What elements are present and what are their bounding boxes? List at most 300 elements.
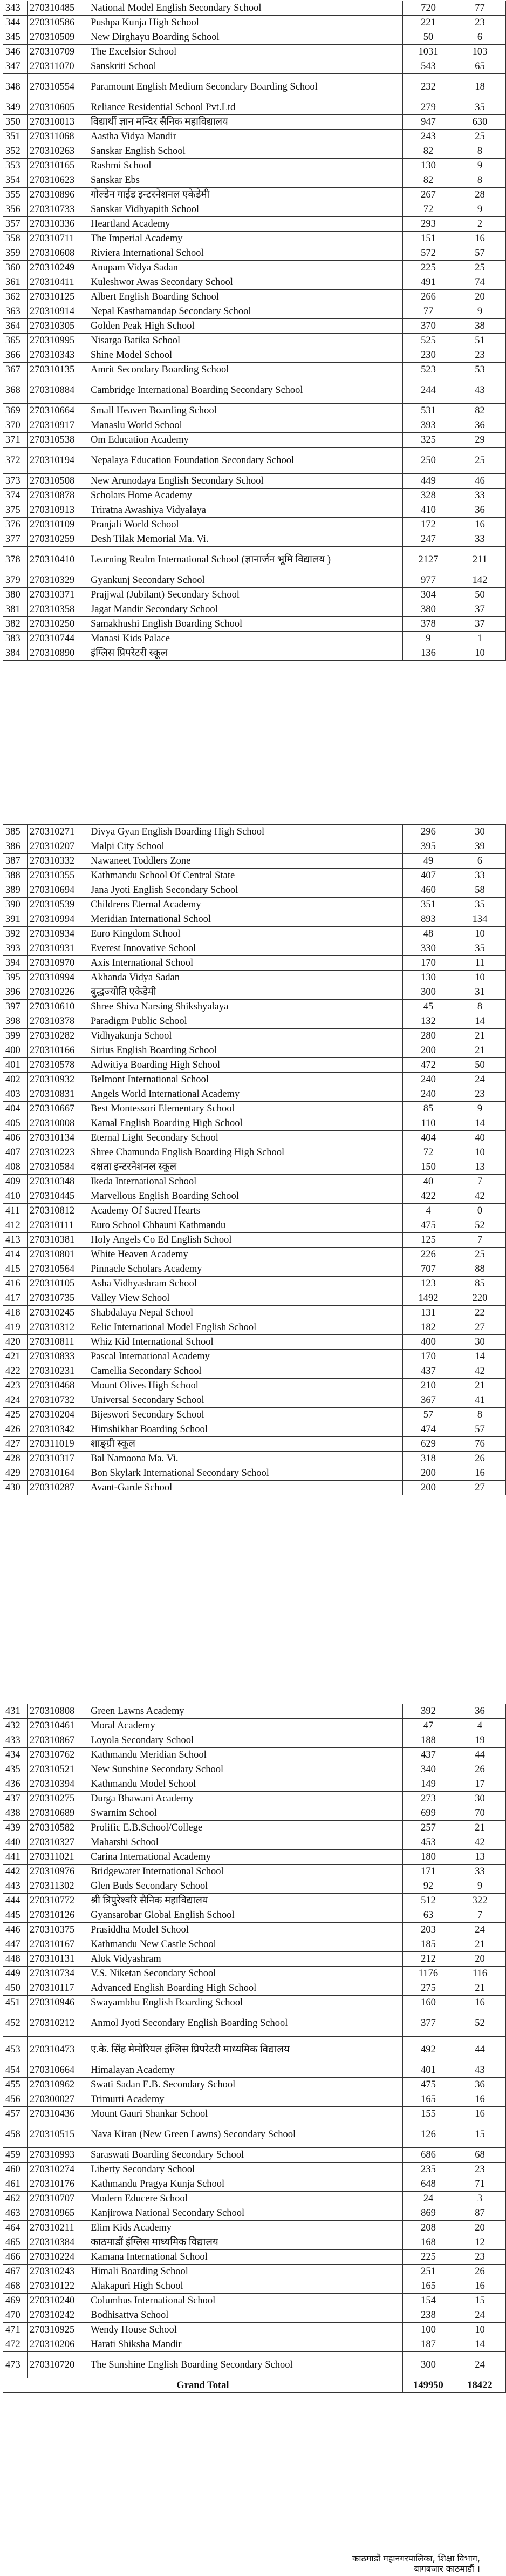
row-number: 427 <box>3 1437 28 1452</box>
students: 149 <box>403 1777 454 1792</box>
students: 449 <box>403 474 454 489</box>
table-row <box>3 2010 506 2037</box>
row-number: 451 <box>3 1996 28 2010</box>
school-code: 270310125 <box>28 290 88 304</box>
school-code: 270310554 <box>28 74 88 100</box>
school-code: 270300027 <box>28 2092 88 2107</box>
school-code: 270310231 <box>28 1364 88 1379</box>
row-number: 364 <box>3 319 28 334</box>
students: 422 <box>403 1189 454 1204</box>
school-name: Bijeswori Secondary School <box>88 1408 403 1422</box>
school-name: Shree Shiva Narsing Shikshyalaya <box>88 1000 403 1014</box>
school-name: Asha Vidhyashram School <box>88 1277 403 1291</box>
row-number: 359 <box>3 246 28 261</box>
school-name: Pushpa Kunja High School <box>88 16 403 30</box>
school-name: काठमाडौं इंग्लिस माध्यमिक विद्यालय <box>88 2235 403 2250</box>
table-row <box>3 2148 506 2163</box>
students: 24 <box>403 2192 454 2206</box>
students: 407 <box>403 869 454 883</box>
teachers: 24 <box>454 2352 506 2378</box>
teachers: 40 <box>454 1131 506 1145</box>
school-code: 270310995 <box>28 334 88 348</box>
students: 172 <box>403 518 454 532</box>
school-name: विद्यार्थी ज्ञान मन्दिर सैनिक महाविद्यालय <box>88 115 403 130</box>
teachers: 25 <box>454 1248 506 1262</box>
teachers: 16 <box>454 2279 506 2294</box>
students: 131 <box>403 1306 454 1320</box>
table-row <box>3 1291 506 1306</box>
students: 1031 <box>403 45 454 59</box>
row-number: 426 <box>3 1422 28 1437</box>
school-code: 270310224 <box>28 2250 88 2265</box>
school-code: 270310623 <box>28 173 88 188</box>
students: 240 <box>403 1087 454 1102</box>
row-number: 378 <box>3 547 28 573</box>
students: 2127 <box>403 547 454 573</box>
table-row <box>3 1175 506 1189</box>
table-row <box>3 646 506 661</box>
school-name: Angels World International Academy <box>88 1087 403 1102</box>
teachers: 25 <box>454 261 506 275</box>
school-code: 270310608 <box>28 246 88 261</box>
school-code: 270310167 <box>28 1937 88 1952</box>
school-code: 270310993 <box>28 2148 88 2163</box>
table-row <box>3 1145 506 1160</box>
students: 235 <box>403 2163 454 2177</box>
students: 257 <box>403 1821 454 1835</box>
table-row <box>3 2037 506 2063</box>
teachers: 33 <box>454 869 506 883</box>
students: 378 <box>403 617 454 632</box>
school-code: 270310515 <box>28 2121 88 2148</box>
table-row <box>3 448 506 474</box>
school-name: Loyola Secondary School <box>88 1733 403 1748</box>
school-code: 270310610 <box>28 1000 88 1014</box>
table-row <box>3 1306 506 1320</box>
school-code: 270310105 <box>28 1277 88 1291</box>
teachers: 134 <box>454 912 506 927</box>
school-name: Swayambhu English Boarding School <box>88 1996 403 2010</box>
students: 185 <box>403 1937 454 1952</box>
school-name: Kathmandu New Castle School <box>88 1937 403 1952</box>
school-code: 270310242 <box>28 2308 88 2323</box>
school-name: Nisarga Batika School <box>88 334 403 348</box>
school-name: Durga Bhawani Academy <box>88 1792 403 1806</box>
school-code: 270310355 <box>28 869 88 883</box>
row-number: 382 <box>3 617 28 632</box>
school-code: 270310240 <box>28 2294 88 2308</box>
school-name: The Sunshine English Boarding Secondary School <box>88 2352 403 2378</box>
school-name: Wendy House School <box>88 2323 403 2337</box>
students: 720 <box>403 1 454 16</box>
teachers: 33 <box>454 489 506 503</box>
school-code: 270310164 <box>28 1466 88 1481</box>
row-number: 379 <box>3 573 28 588</box>
school-code: 270310890 <box>28 646 88 661</box>
school-name: Elim Kids Academy <box>88 2221 403 2235</box>
table-row <box>3 1996 506 2010</box>
school-code: 270310707 <box>28 2192 88 2206</box>
teachers: 16 <box>454 2107 506 2121</box>
table-row <box>3 1422 506 1437</box>
row-number: 346 <box>3 45 28 59</box>
row-number: 415 <box>3 1262 28 1277</box>
school-name: श्री त्रिपुरेश्वरि सैनिक महाविद्यालय <box>88 1894 403 1908</box>
school-code: 270310711 <box>28 232 88 246</box>
row-number: 456 <box>3 2092 28 2107</box>
teachers: 25 <box>454 448 506 474</box>
table-row <box>3 1466 506 1481</box>
school-name: Anupam Vidya Sadan <box>88 261 403 275</box>
students: 225 <box>403 261 454 275</box>
table-row <box>3 2177 506 2192</box>
table-row <box>3 2092 506 2107</box>
teachers: 10 <box>454 1145 506 1160</box>
table-row <box>3 2107 506 2121</box>
students: 474 <box>403 1422 454 1437</box>
school-code: 270310605 <box>28 100 88 115</box>
students: 330 <box>403 941 454 956</box>
school-code: 270310584 <box>28 1160 88 1175</box>
school-name: Jagat Mandir Secondary School <box>88 602 403 617</box>
row-number: 467 <box>3 2265 28 2279</box>
school-name: Himshikhar Boarding School <box>88 1422 403 1437</box>
school-code: 270310734 <box>28 1967 88 1981</box>
school-name: Ikeda International School <box>88 1175 403 1189</box>
school-code: 270310934 <box>28 927 88 941</box>
row-number: 404 <box>3 1102 28 1116</box>
students: 472 <box>403 1058 454 1073</box>
students: 182 <box>403 1320 454 1335</box>
table-row <box>3 1087 506 1102</box>
school-code: 270310245 <box>28 1306 88 1320</box>
students: 165 <box>403 2092 454 2107</box>
row-number: 419 <box>3 1320 28 1335</box>
school-name: बुद्धज्योति एकेडेमी <box>88 985 403 1000</box>
teachers: 23 <box>454 2163 506 2177</box>
office-footer <box>351 2553 480 2574</box>
school-name: Green Lawns Academy <box>88 1704 403 1719</box>
students: 393 <box>403 418 454 433</box>
teachers: 38 <box>454 319 506 334</box>
school-code: 270310473 <box>28 2037 88 2063</box>
teachers: 16 <box>454 1996 506 2010</box>
table-row <box>3 2250 506 2265</box>
school-code: 270310970 <box>28 956 88 971</box>
school-code: 270310946 <box>28 1996 88 2010</box>
teachers: 71 <box>454 2177 506 2192</box>
teachers: 26 <box>454 1452 506 1466</box>
table-row <box>3 1160 506 1175</box>
school-name: Prasiddha Model School <box>88 1923 403 1937</box>
row-number: 459 <box>3 2148 28 2163</box>
table-row <box>3 202 506 217</box>
teachers: 6 <box>454 30 506 45</box>
teachers: 116 <box>454 1967 506 1981</box>
school-name: Divya Gyan English Boarding High School <box>88 825 403 839</box>
row-number: 385 <box>3 825 28 839</box>
school-code: 270310468 <box>28 1379 88 1393</box>
row-number: 381 <box>3 602 28 617</box>
school-name: Anmol Jyoti Secondary English Boarding School <box>88 2010 403 2037</box>
row-number: 447 <box>3 1937 28 1952</box>
table-row <box>3 115 506 130</box>
students: 203 <box>403 1923 454 1937</box>
grand-total-students: 149950 <box>403 2378 454 2393</box>
row-number: 414 <box>3 1248 28 1262</box>
students: 404 <box>403 1131 454 1145</box>
students: 48 <box>403 927 454 941</box>
school-name: Kuleshwor Awas Secondary School <box>88 275 403 290</box>
school-code: 270310811 <box>28 1335 88 1350</box>
school-code: 270311021 <box>28 1850 88 1865</box>
teachers: 36 <box>454 1704 506 1719</box>
school-code: 270310689 <box>28 1806 88 1821</box>
school-code: 270310801 <box>28 1248 88 1262</box>
teachers: 26 <box>454 1762 506 1777</box>
schools-table-1 <box>3 1 506 661</box>
school-code: 270310263 <box>28 144 88 159</box>
teachers: 20 <box>454 1952 506 1967</box>
teachers: 58 <box>454 883 506 898</box>
school-name: The Imperial Academy <box>88 232 403 246</box>
students: 686 <box>403 2148 454 2163</box>
students: 168 <box>403 2235 454 2250</box>
students: 210 <box>403 1379 454 1393</box>
table-row <box>3 261 506 275</box>
teachers: 53 <box>454 363 506 377</box>
school-name: Swati Sadan E.B. Secondary School <box>88 2078 403 2092</box>
school-name: Bal Namoona Ma. Vi. <box>88 1452 403 1466</box>
row-number: 349 <box>3 100 28 115</box>
table-row <box>3 1481 506 1495</box>
students: 304 <box>403 588 454 602</box>
table-row <box>3 588 506 602</box>
table-row <box>3 188 506 202</box>
footer-line-2: बागबजार काठमाडौं । <box>414 2564 480 2574</box>
teachers: 27 <box>454 1320 506 1335</box>
school-name: Maharshi School <box>88 1835 403 1850</box>
table-row <box>3 1835 506 1850</box>
school-code: 270310931 <box>28 941 88 956</box>
table-row <box>3 404 506 418</box>
school-name: शाङ्ग्री स्कूल <box>88 1437 403 1452</box>
students: 392 <box>403 1704 454 1719</box>
table-row <box>3 1233 506 1248</box>
row-number: 358 <box>3 232 28 246</box>
students: 132 <box>403 1014 454 1029</box>
school-code: 270310509 <box>28 30 88 45</box>
row-number: 374 <box>3 489 28 503</box>
table-row <box>3 1335 506 1350</box>
school-name: Sanskar Ebs <box>88 173 403 188</box>
students: 325 <box>403 433 454 448</box>
row-number: 440 <box>3 1835 28 1850</box>
row-number: 421 <box>3 1350 28 1364</box>
students: 9 <box>403 632 454 646</box>
row-number: 425 <box>3 1408 28 1422</box>
table-row <box>3 1014 506 1029</box>
school-code: 270310375 <box>28 1923 88 1937</box>
teachers: 7 <box>454 1233 506 1248</box>
school-name: इंग्लिस प्रिपरेटरी स्कूल <box>88 646 403 661</box>
school-name: Gyankunj Secondary School <box>88 573 403 588</box>
students: 251 <box>403 2265 454 2279</box>
grand-total-teachers: 18422 <box>454 2378 506 2393</box>
school-name: Sanskar English School <box>88 144 403 159</box>
table-row <box>3 1102 506 1116</box>
row-number: 452 <box>3 2010 28 2037</box>
teachers: 220 <box>454 1291 506 1306</box>
school-name: Samakhushi English Boarding School <box>88 617 403 632</box>
row-number: 380 <box>3 588 28 602</box>
school-code: 270310249 <box>28 261 88 275</box>
teachers: 24 <box>454 1923 506 1937</box>
students: 293 <box>403 217 454 232</box>
school-code: 270310762 <box>28 1748 88 1762</box>
row-number: 375 <box>3 503 28 518</box>
table-row <box>3 74 506 100</box>
school-code: 270310371 <box>28 588 88 602</box>
school-code: 270310586 <box>28 16 88 30</box>
row-number: 435 <box>3 1762 28 1777</box>
table-row <box>3 2121 506 2148</box>
teachers: 87 <box>454 2206 506 2221</box>
school-name: Saraswati Boarding Secondary School <box>88 2148 403 2163</box>
teachers: 9 <box>454 1879 506 1894</box>
table-row <box>3 1762 506 1777</box>
teachers: 33 <box>454 1865 506 1879</box>
teachers: 630 <box>454 115 506 130</box>
school-name: Riviera International School <box>88 246 403 261</box>
table-row <box>3 1364 506 1379</box>
table-row <box>3 59 506 74</box>
table-row <box>3 1894 506 1908</box>
row-number: 393 <box>3 941 28 956</box>
school-name: Meridian International School <box>88 912 403 927</box>
table-row <box>3 632 506 646</box>
row-number: 388 <box>3 869 28 883</box>
table-row <box>3 825 506 839</box>
school-name: Holy Angels Co Ed English School <box>88 1233 403 1248</box>
row-number: 383 <box>3 632 28 646</box>
school-code: 270310166 <box>28 1043 88 1058</box>
school-code: 270310831 <box>28 1087 88 1102</box>
school-code: 270310411 <box>28 275 88 290</box>
school-code: 270310211 <box>28 2221 88 2235</box>
school-code: 270310833 <box>28 1350 88 1364</box>
students: 401 <box>403 2063 454 2078</box>
students: 279 <box>403 100 454 115</box>
school-name: Golden Peak High School <box>88 319 403 334</box>
row-number: 387 <box>3 854 28 869</box>
teachers: 85 <box>454 1277 506 1291</box>
school-code: 270310667 <box>28 1102 88 1116</box>
table-row <box>3 1029 506 1043</box>
row-number: 398 <box>3 1014 28 1029</box>
teachers: 33 <box>454 532 506 547</box>
students: 266 <box>403 290 454 304</box>
teachers: 21 <box>454 1821 506 1835</box>
students: 247 <box>403 532 454 547</box>
table-row <box>3 898 506 912</box>
row-number: 406 <box>3 1131 28 1145</box>
row-number: 472 <box>3 2337 28 2352</box>
school-name: Universal Secondary School <box>88 1393 403 1408</box>
school-code: 270310896 <box>28 188 88 202</box>
school-code: 270310884 <box>28 377 88 404</box>
school-name: Learning Realm International School (ज्ञानार्जन भूमि विद्यालय ) <box>88 547 403 573</box>
row-number: 395 <box>3 971 28 985</box>
students: 110 <box>403 1116 454 1131</box>
teachers: 8 <box>454 1000 506 1014</box>
school-name: Childrens Eternal Academy <box>88 898 403 912</box>
students: 47 <box>403 1719 454 1733</box>
table-row <box>3 2323 506 2337</box>
school-code: 270310772 <box>28 1894 88 1908</box>
school-name: Amrit Secondary Boarding School <box>88 363 403 377</box>
school-name: Axis International School <box>88 956 403 971</box>
students: 699 <box>403 1806 454 1821</box>
school-name: Reliance Residential School Pvt.Ltd <box>88 100 403 115</box>
students: 4 <box>403 1204 454 1218</box>
school-code: 270310342 <box>28 1422 88 1437</box>
row-number: 352 <box>3 144 28 159</box>
teachers: 65 <box>454 59 506 74</box>
teachers: 6 <box>454 854 506 869</box>
students: 492 <box>403 2037 454 2063</box>
teachers: 39 <box>454 839 506 854</box>
students: 273 <box>403 1792 454 1806</box>
teachers: 57 <box>454 246 506 261</box>
school-name: Glen Buds Secondary School <box>88 1879 403 1894</box>
school-name: Adwitiya Boarding High School <box>88 1058 403 1073</box>
teachers: 50 <box>454 588 506 602</box>
table-row <box>3 1000 506 1014</box>
school-code: 270310709 <box>28 45 88 59</box>
school-code: 270310109 <box>28 518 88 532</box>
teachers: 9 <box>454 202 506 217</box>
school-code: 270310207 <box>28 839 88 854</box>
row-number: 357 <box>3 217 28 232</box>
teachers: 27 <box>454 1481 506 1495</box>
row-number: 470 <box>3 2308 28 2323</box>
table-row <box>3 2265 506 2279</box>
table-row <box>3 348 506 363</box>
row-number: 471 <box>3 2323 28 2337</box>
students: 707 <box>403 1262 454 1277</box>
row-number: 355 <box>3 188 28 202</box>
students: 125 <box>403 1233 454 1248</box>
row-number: 441 <box>3 1850 28 1865</box>
teachers: 52 <box>454 2010 506 2037</box>
row-number: 384 <box>3 646 28 661</box>
row-number: 351 <box>3 130 28 144</box>
teachers: 14 <box>454 1014 506 1029</box>
students: 225 <box>403 2250 454 2265</box>
students: 154 <box>403 2294 454 2308</box>
school-code: 270310194 <box>28 448 88 474</box>
school-code: 270310812 <box>28 1204 88 1218</box>
row-number: 416 <box>3 1277 28 1291</box>
teachers: 16 <box>454 518 506 532</box>
row-number: 432 <box>3 1719 28 1733</box>
students: 208 <box>403 2221 454 2235</box>
school-code: 270310410 <box>28 547 88 573</box>
school-name: New Sunshine Secondary School <box>88 1762 403 1777</box>
table-row <box>3 2235 506 2250</box>
teachers: 21 <box>454 1981 506 1996</box>
